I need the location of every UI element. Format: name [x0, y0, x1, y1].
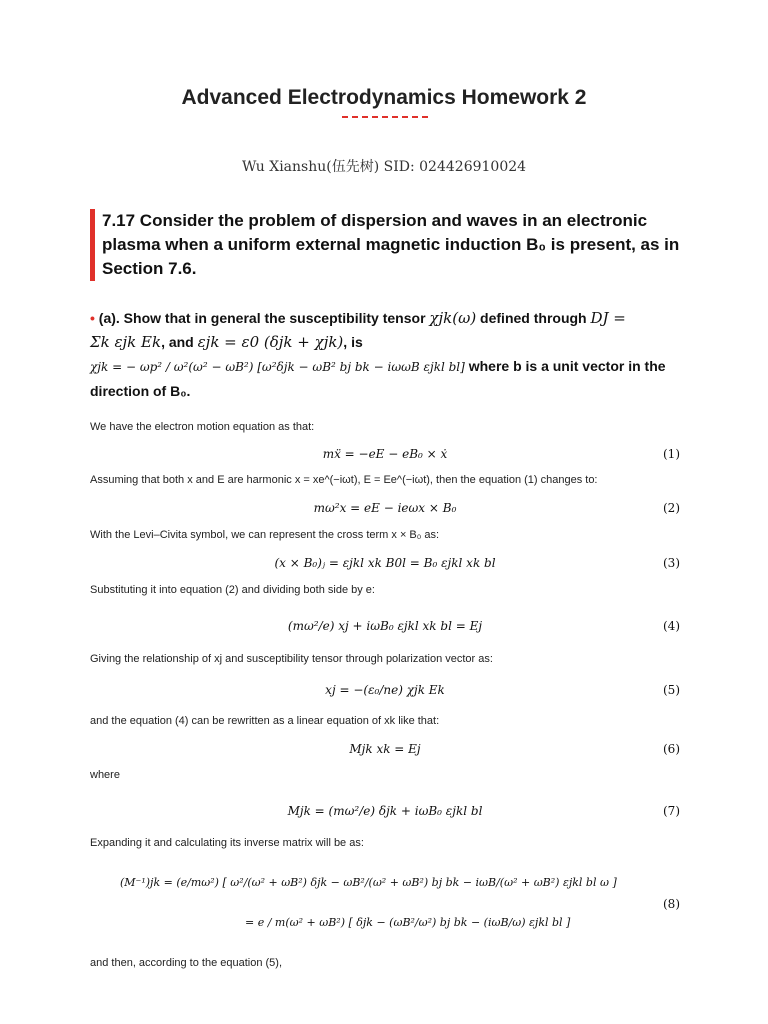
part-a-text-2: defined through [476, 310, 591, 326]
equation-6: Mjk xk = Ej [349, 742, 421, 756]
equation-5-number: (5) [663, 683, 680, 697]
paragraph-7: where [90, 769, 120, 781]
equation-4: (mω²/e) xj + iωB₀ εjkl xk bl = Ej [287, 619, 483, 633]
paragraph-1: We have the electron motion equation as that: [90, 421, 315, 433]
author-line: Wu Xianshu(伍先树) SID: 024426910024 [241, 159, 527, 175]
part-a-text-4: , is [343, 334, 363, 350]
equation-2-number: (2) [663, 501, 680, 515]
part-a-statement [90, 306, 690, 403]
equation-7-number: (7) [663, 804, 680, 818]
paragraph-4: Substituting it into equation (2) and dividing both side by e: [90, 584, 375, 596]
bullet-icon: • [90, 310, 95, 326]
problem-text: 7.17 Consider the problem of dispersion and waves in an electronic plasma when a uniform external magnetic induction B₀ is present, as in Section 7.6. [102, 211, 680, 278]
paragraph-6: and the equation (4) can be rewritten as a linear equation of xk like that: [90, 715, 440, 727]
paragraph-3: With the Levi–Civita symbol, we can represent the cross term x × B₀ as: [90, 529, 440, 541]
equation-1: mẍ = −eE − eB₀ × ẋ [322, 447, 448, 461]
part-a-math-1: χjk(ω) [429, 309, 477, 327]
part-a-math-3: Σk εjk Ek [90, 333, 162, 351]
part-a-text-1: (a). Show that in general the susceptibility tensor [98, 310, 430, 326]
equation-1-number: (1) [663, 447, 680, 461]
title-underline [342, 116, 428, 118]
equation-8-line-2: = e / m(ω² + ωB²) [ δjk − (ωB²/ω²) bj bk − (iωB/ω) εjkl bl ] [245, 916, 571, 929]
part-a-text-3: , and [161, 334, 198, 350]
paragraph-5: Giving the relationship of xj and susceptibility tensor through polarization vector as: [90, 653, 493, 665]
equation-2: mω²x = eE − ieωx × B₀ [313, 501, 457, 515]
equation-3: (x × B₀)ⱼ = εjkl xk B0l = B₀ εjkl xk bl [274, 556, 496, 570]
paragraph-2: Assuming that both x and E are harmonic x = xe^(−iωt), E = Ee^(−iωt), then the equation (1) changes to: [90, 474, 598, 486]
equation-8-number: (8) [663, 897, 680, 911]
equation-7: Mjk = (mω²/e) δjk + iωB₀ εjkl bl [287, 804, 483, 818]
paragraph-8: Expanding it and calculating its inverse matrix will be as: [90, 837, 364, 849]
equation-5: xj = −(ε₀/ne) χjk Ek [325, 683, 445, 697]
equation-3-number: (3) [663, 556, 680, 570]
page-title: Advanced Electrodynamics Homework 2 [181, 86, 587, 109]
equation-6-number: (6) [663, 742, 680, 756]
equation-8-line-1: (M⁻¹)jk = (e/mω²) [ ω²/(ω² + ωB²) δjk − ωB²/(ω² + ωB²) bj bk − iωB/(ω² + ωB²) εjkl bl ω ] [120, 876, 617, 889]
part-a-math-2: DJ = [590, 309, 626, 327]
paragraph-9: and then, according to the equation (5), [90, 957, 283, 969]
problem-statement [90, 209, 702, 281]
part-a-text-6: direction of B₀. [90, 383, 191, 399]
equation-4-number: (4) [663, 619, 680, 633]
part-a-text-5: where b is a unit vector in the [464, 358, 666, 374]
part-a-math-5: χjk = − ωp² / ω²(ω² − ωB²) [ω²δjk − ωB² bj bk − iωωB εjkl bl] [90, 360, 465, 374]
part-a-math-4: εjk = ε0 (δjk + χjk) [197, 333, 344, 351]
